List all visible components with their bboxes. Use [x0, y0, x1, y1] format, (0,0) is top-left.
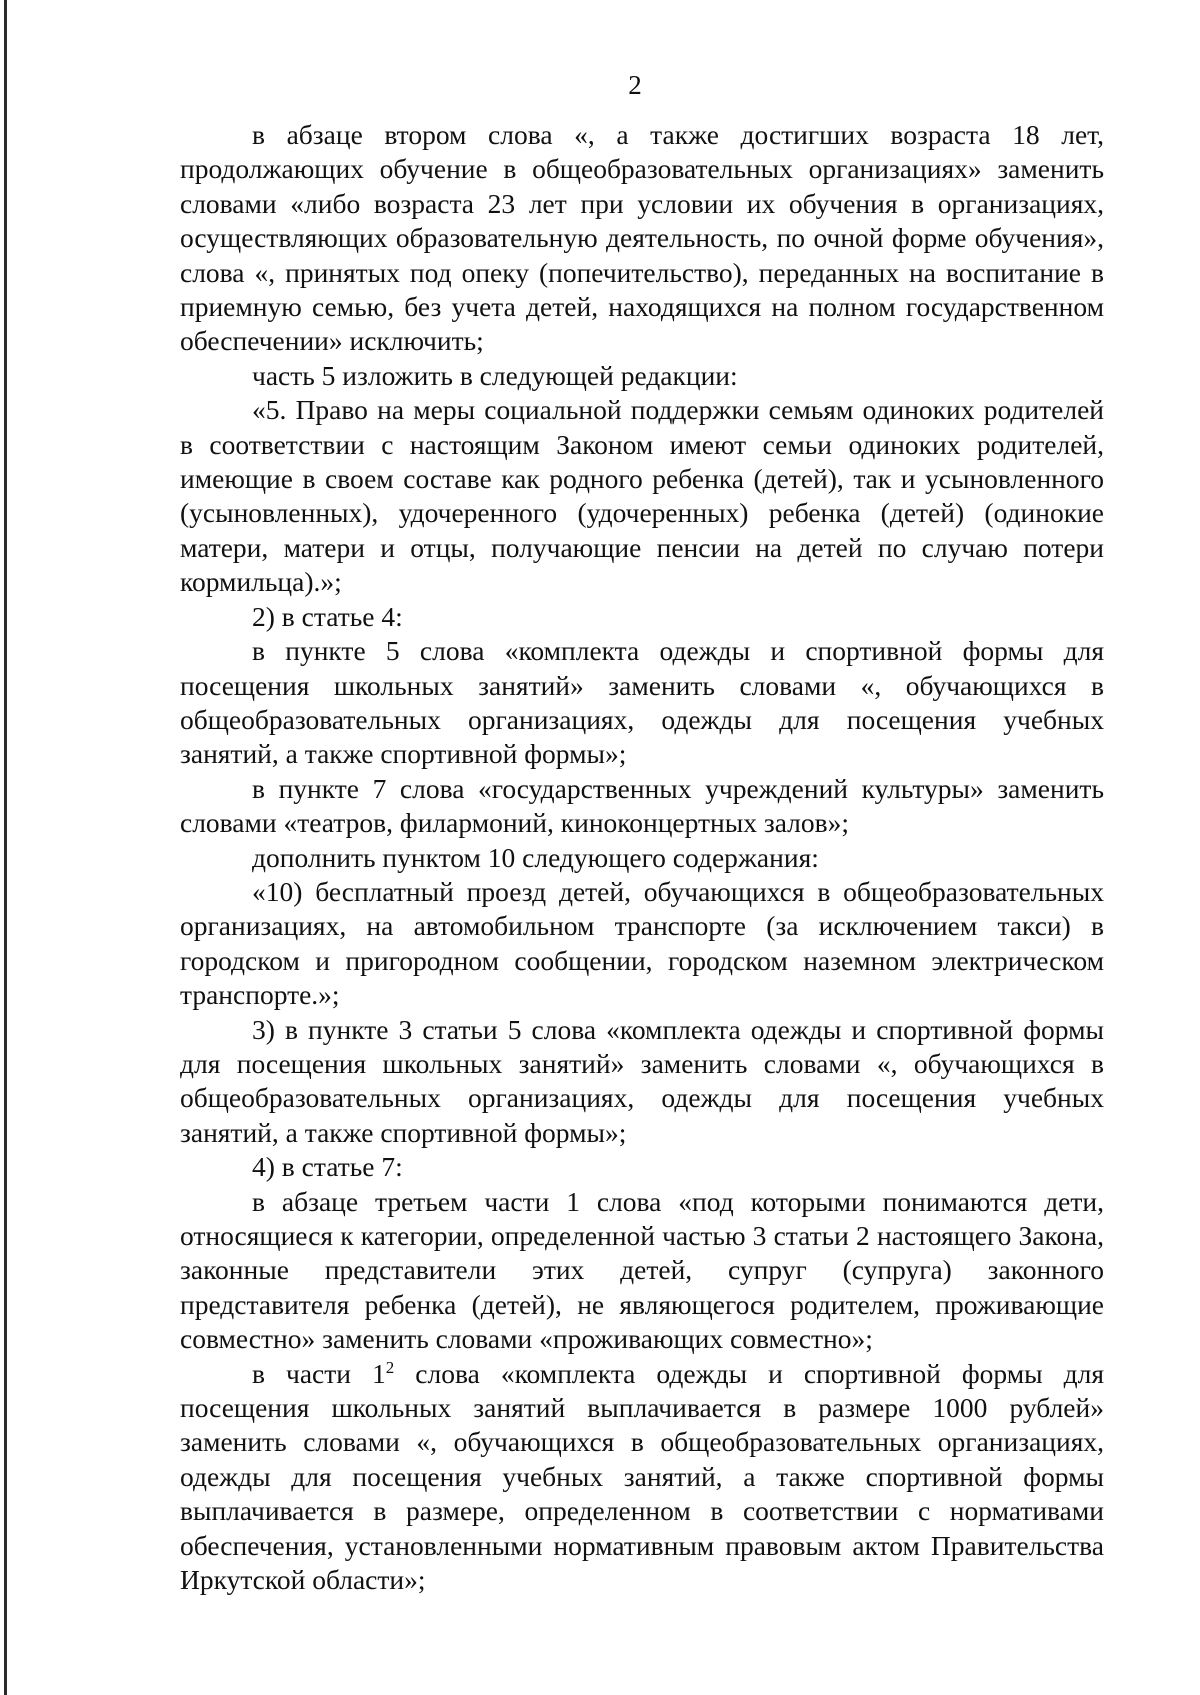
paragraph-7: дополнить пунктом 10 следующего содержания:: [252, 841, 819, 873]
superscript: 2: [385, 1357, 395, 1377]
paragraph-1: в абзаце втором слова «, а также достигших возраста 18 лет, продолжающих обучение в общеобразовательных организациях» заменить словами «либо возраста 23 лет при условии их обучения в организациях, осуществляющих образовательную деятельность, по очной форме обучения», слова «, принятых под опеку (попечительство), переданных на воспитание в приемную семью, без учета детей, находящихся на полном государственном обеспечении» исключить;: [180, 119, 1104, 357]
page-number: 2: [628, 70, 642, 100]
paragraph-8: «10) бесплатный проезд детей, обучающихся в общеобразовательных организациях, на автомобильном транспорте (за исключением такси) в городском и пригородном сообщении, городском наземном электрическом транспорте.»;: [180, 875, 1104, 1011]
paragraph-12-lead: в части 1: [252, 1357, 386, 1389]
paragraph-12: [180, 1357, 1104, 1598]
paragraph-4: 2) в статье 4:: [252, 600, 403, 632]
paragraph-12-rest: слова «комплекта одежды и спортивной формы для посещения школьных занятий выплачивается в размере 1000 рублей» заменить словами «, обучающихся в общеобразовательных организациях, одежды для посещения учебных занятий, а также спортивной формы выплачивается в размере, определенном в соответствии с нормативами обеспечения, установленными нормативным правовым актом Правительства Иркутской области»;: [180, 1357, 1104, 1596]
paragraph-10: 4) в статье 7:: [252, 1151, 403, 1183]
document-body: [180, 118, 1104, 1597]
paragraph-9: 3) в пункте 3 статьи 5 слова «комплекта одежды и спортивной формы для посещения школьных занятий» заменить словами «, обучающихся в общеобразовательных организациях, одежды для посещения учебных занятий, а также спортивной формы»;: [180, 1013, 1104, 1148]
paragraph-3: «5. Право на меры социальной поддержки семьям одиноких родителей в соответствии с настоящим Законом имеют семьи одиноких родителей, имеющие в своем составе как родного ребенка (детей), так и усыновленного (усыновленных), удочеренного (удочеренных) ребенка (детей) (одинокие матери, матери и отцы, получающие пенсии на детей по случаю потери кормильца).»;: [180, 394, 1104, 598]
paragraph-2: часть 5 изложить в следующей редакции:: [252, 359, 738, 391]
paragraph-11: в абзаце третьем части 1 слова «под которыми понимаются дети, относящиеся к категории, определенной частью 3 статьи 2 настоящего Закона, законные представители этих детей, супруг (супруга) законного представителя ребенка (детей), не являющегося родителем, проживающие совместно» заменить словами «проживающих совместно»;: [180, 1185, 1104, 1355]
paragraph-5: в пункте 5 слова «комплекта одежды и спортивной формы для посещения школьных занятий» заменить словами «, обучающихся в общеобразовательных организациях, одежды для посещения учебных занятий, а также спортивной формы»;: [180, 635, 1104, 770]
scan-edge-line: [4, 0, 7, 1695]
paragraph-6: в пункте 7 слова «государственных учреждений культуры» заменить словами «театров, филармоний, киноконцертных залов»;: [180, 772, 1104, 839]
